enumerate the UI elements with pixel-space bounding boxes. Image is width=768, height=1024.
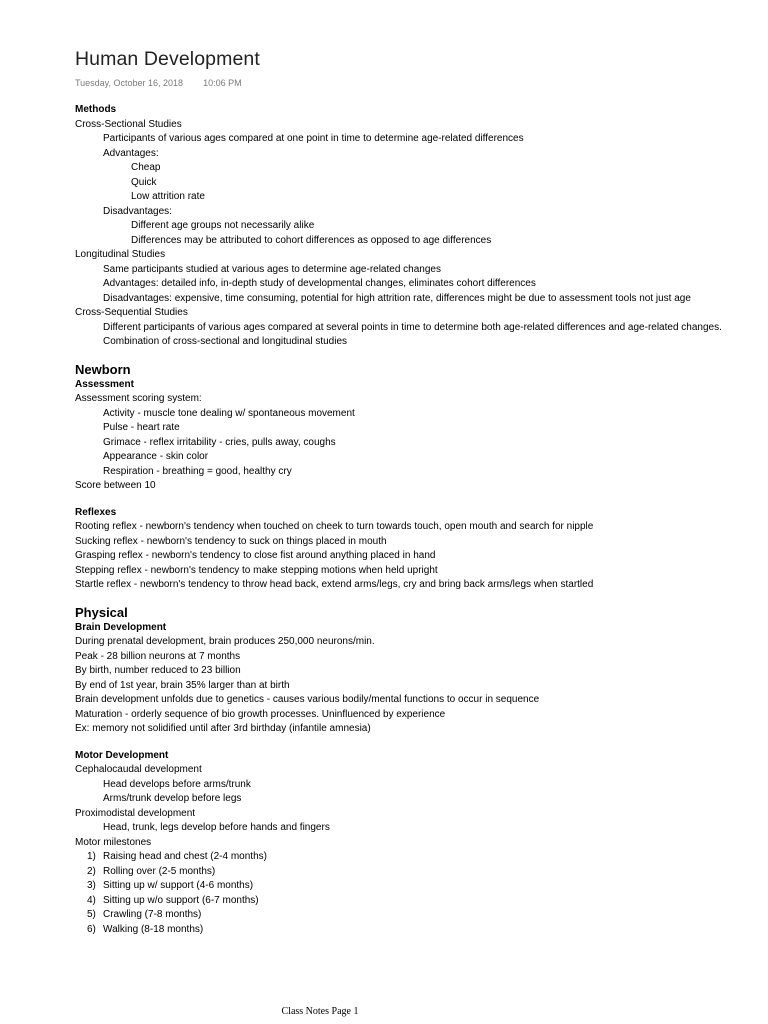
- assessment-score: Score between 10: [75, 480, 156, 491]
- cephalocaudal-label: Cephalocaudal development: [75, 764, 202, 775]
- reflex-item: Sucking reflex - newborn's tendency to suck on things placed in mouth: [75, 535, 387, 547]
- page-title: Human Development: [75, 48, 260, 70]
- disadvantage-item: Different age groups not necessarily alike: [131, 220, 315, 231]
- physical-heading: Physical: [75, 604, 128, 620]
- note-body: [75, 103, 765, 937]
- cephalocaudal-item: Arms/trunk develop before legs: [103, 793, 242, 804]
- disadvantages-label: Disadvantages:: [103, 205, 172, 217]
- time-text: 10:06 PM: [203, 78, 242, 88]
- brain-heading: Brain Development: [75, 621, 167, 633]
- brain-item: By birth, number reduced to 23 billion: [75, 665, 241, 676]
- assessment-item: Appearance - skin color: [103, 451, 209, 462]
- milestone-text: Raising head and chest (2-4 months): [103, 851, 267, 862]
- milestone-item: [75, 894, 765, 909]
- brain-item: By end of 1st year, brain 35% larger than at birth: [75, 679, 290, 691]
- cross-sectional-label: Cross-Sectional Studies: [75, 118, 182, 130]
- milestone-text: Crawling (7-8 months): [103, 909, 202, 920]
- longitudinal-line: Disadvantages: expensive, time consuming, potential for high attrition rate, differences might be due to assessment tools not just age: [103, 292, 691, 304]
- reflex-item: Grasping reflex - newborn's tendency to close fist around anything placed in hand: [75, 550, 436, 561]
- reflexes-heading: Reflexes: [75, 506, 117, 518]
- milestone-item: [75, 908, 765, 923]
- proximodistal-item: Head, trunk, legs develop before hands and fingers: [103, 822, 330, 833]
- milestone-number: 2): [87, 865, 96, 877]
- advantages-label: Advantages:: [103, 147, 159, 159]
- assessment-item: Pulse - heart rate: [103, 422, 180, 433]
- cross-sequential-label: Cross-Sequential Studies: [75, 307, 188, 318]
- milestone-item: [75, 879, 765, 894]
- milestone-number: 4): [87, 894, 96, 906]
- milestone-item: [75, 865, 765, 880]
- milestone-number: 3): [87, 880, 96, 891]
- assessment-item: Activity - muscle tone dealing w/ spontaneous movement: [103, 407, 355, 419]
- advantage-item: Cheap: [131, 162, 161, 173]
- brain-item: Peak - 28 billion neurons at 7 months: [75, 650, 241, 662]
- longitudinal-label: Longitudinal Studies: [75, 249, 166, 260]
- milestone-item: [75, 923, 765, 938]
- proximodistal-label: Proximodistal development: [75, 807, 196, 819]
- brain-item: Maturation - orderly sequence of bio growth processes. Uninfluenced by experience: [75, 708, 446, 720]
- reflex-item: Stepping reflex - newborn's tendency to make stepping motions when held upright: [75, 564, 438, 576]
- newborn-heading: Newborn: [75, 361, 131, 377]
- longitudinal-line: Advantages: detailed info, in-depth study of developmental changes, eliminates cohort differences: [103, 278, 536, 289]
- assessment-item: Grimace - reflex irritability - cries, pulls away, coughs: [103, 436, 336, 448]
- motor-heading: Motor Development: [75, 749, 169, 761]
- milestone-text: Sitting up w/ support (4-6 months): [103, 880, 254, 891]
- methods-heading: Methods: [75, 104, 117, 115]
- reflex-item: Rooting reflex - newborn's tendency when touched on cheek to turn towards touch, open mouth and search for nipple: [75, 521, 594, 532]
- page-timestamp: [75, 78, 242, 88]
- milestone-number: 5): [87, 909, 96, 920]
- assessment-heading: Assessment: [75, 378, 134, 390]
- brain-item: Ex: memory not solidified until after 3rd birthday (infantile amnesia): [75, 723, 371, 734]
- milestone-number: 1): [87, 851, 96, 862]
- assessment-intro: Assessment scoring system:: [75, 393, 202, 404]
- longitudinal-line: Same participants studied at various ages to determine age-related changes: [103, 263, 441, 275]
- milestone-number: 6): [87, 923, 96, 935]
- advantage-item: Low attrition rate: [131, 191, 205, 202]
- cross-sectional-desc: Participants of various ages compared at one point in time to determine age-related differences: [103, 133, 524, 144]
- milestone-text: Walking (8-18 months): [103, 923, 204, 935]
- milestone-text: Sitting up w/o support (6-7 months): [103, 894, 259, 906]
- page-footer: Class Notes Page 1: [281, 1006, 359, 1017]
- reflex-item: Startle reflex - newborn's tendency to throw head back, extend arms/legs, cry and bring back arms/legs when startled: [75, 579, 594, 590]
- milestones-label: Motor milestones: [75, 836, 152, 848]
- advantage-item: Quick: [131, 176, 157, 188]
- milestone-item: [75, 850, 765, 865]
- cross-sequential-line: Combination of cross-sectional and longitudinal studies: [103, 336, 348, 347]
- cephalocaudal-item: Head develops before arms/trunk: [103, 778, 251, 790]
- brain-item: Brain development unfolds due to genetics - causes various bodily/mental functions to occur in sequence: [75, 694, 540, 705]
- disadvantage-item: Differences may be attributed to cohort differences as opposed to age differences: [131, 234, 492, 246]
- cross-sequential-line: Different participants of various ages compared at several points in time to determine both age-related differences and age-related changes.: [103, 321, 722, 333]
- assessment-item: Respiration - breathing = good, healthy cry: [103, 465, 292, 477]
- milestone-text: Rolling over (2-5 months): [103, 865, 216, 877]
- brain-item: During prenatal development, brain produces 250,000 neurons/min.: [75, 636, 375, 647]
- date-text: Tuesday, October 16, 2018: [75, 78, 184, 88]
